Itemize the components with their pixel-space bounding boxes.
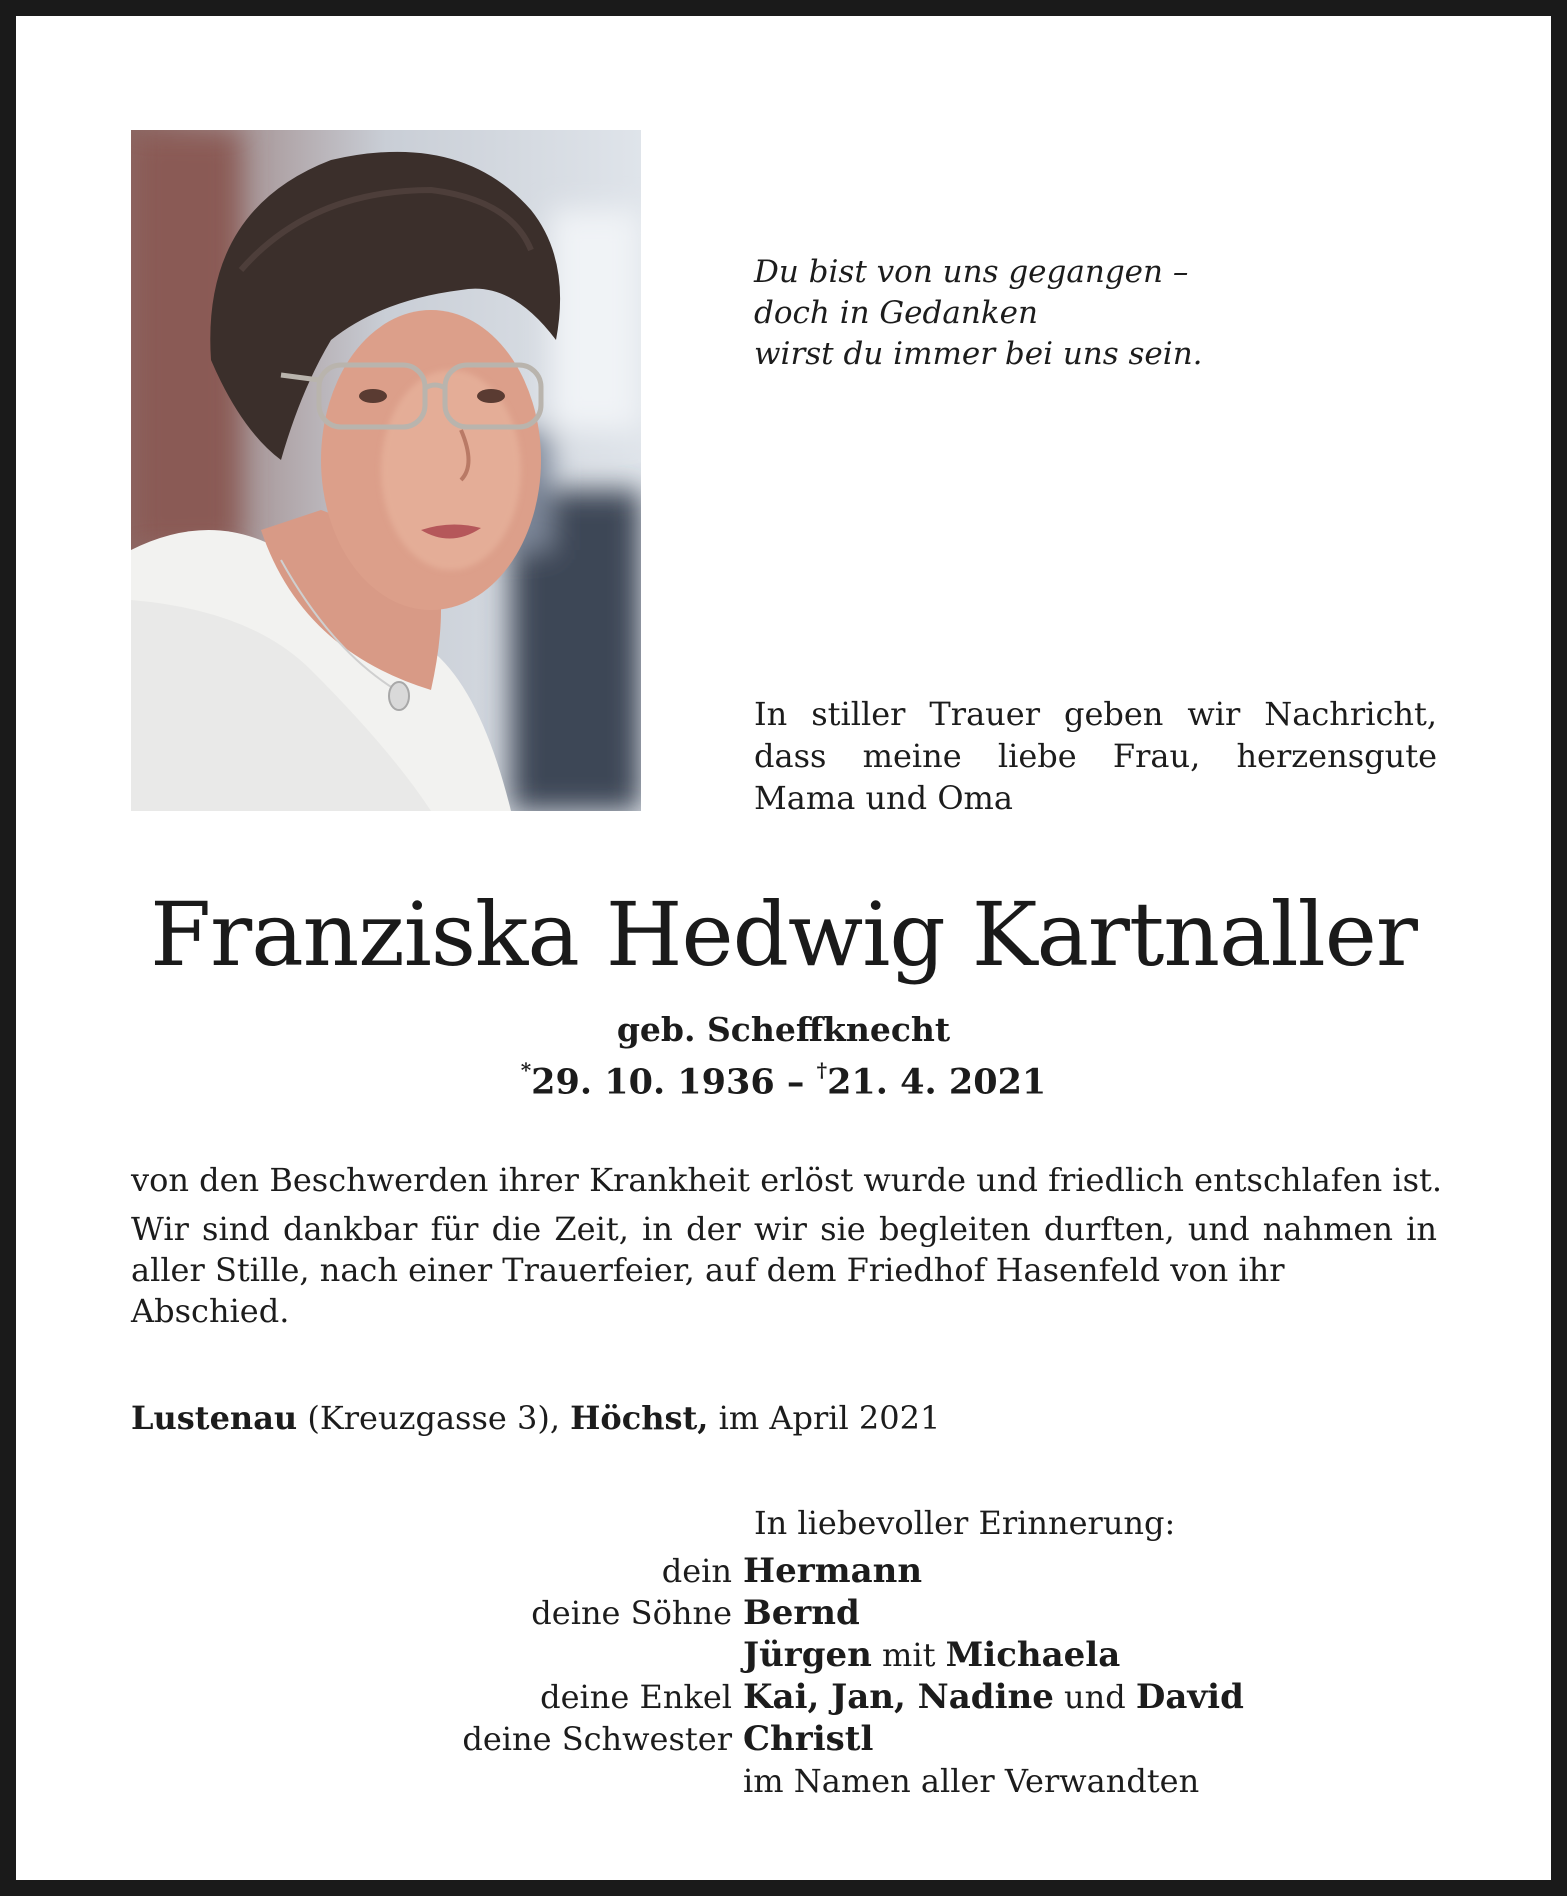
connector: und bbox=[1053, 1678, 1136, 1716]
relation: deine Schwester bbox=[462, 1720, 732, 1758]
mourner-row bbox=[300, 1592, 1300, 1634]
intro-line: dass meine liebe Frau, herzensgute bbox=[754, 737, 1437, 775]
mourners-list bbox=[300, 1550, 1300, 1802]
body-last-line: Abschied. bbox=[131, 1292, 290, 1330]
death-symbol: † bbox=[816, 1058, 828, 1082]
mourner-name: Christl bbox=[743, 1719, 874, 1759]
mourner-name: Jürgen bbox=[743, 1635, 872, 1675]
deceased-name: Franziska Hedwig Kartnaller bbox=[150, 883, 1417, 986]
birth-date: 29. 10. 1936 bbox=[531, 1061, 775, 1103]
relation: dein bbox=[661, 1552, 732, 1590]
portrait-photo bbox=[131, 130, 641, 811]
mourners-heading: In liebevoller Erinnerung: bbox=[754, 1504, 1176, 1542]
mourner-name: Kai, Jan, Nadine bbox=[743, 1677, 1054, 1717]
mourner-row bbox=[300, 1676, 1300, 1718]
mourner-row bbox=[300, 1760, 1300, 1802]
quote-line: wirst du immer bei uns sein. bbox=[754, 336, 1203, 372]
relation: deine Söhne bbox=[531, 1594, 732, 1632]
mourner-name: Hermann bbox=[743, 1551, 923, 1591]
quote-line: Du bist von uns gegangen – bbox=[754, 254, 1189, 290]
mourner-name: David bbox=[1135, 1677, 1244, 1717]
body-line: von den Beschwerden ihrer Krankheit erlöst wurde und friedlich entschlafen ist. bbox=[131, 1161, 1443, 1199]
memorial-quote bbox=[754, 252, 1254, 375]
relation bbox=[300, 1760, 743, 1802]
date-dash: – bbox=[774, 1061, 817, 1103]
intro-line: In stiller Trauer geben wir Nachricht, bbox=[754, 695, 1437, 733]
month-year: im April 2021 bbox=[708, 1399, 941, 1437]
relation: deine Enkel bbox=[540, 1678, 732, 1716]
closing-line: im Namen aller Verwandten bbox=[743, 1762, 1200, 1800]
body-paragraph: Wir sind dankbar für die Zeit, in der wir sie begleiten durften, und nahmen in aller Stille, nach einer Trauerfeier, auf dem Friedhof Hasenfeld von ihr bbox=[131, 1210, 1437, 1289]
mourner-row bbox=[300, 1634, 1300, 1676]
announcement-intro bbox=[754, 693, 1437, 819]
town-hoechst: Höchst, bbox=[570, 1399, 709, 1437]
mourner-row bbox=[300, 1550, 1300, 1592]
intro-line: Mama und Oma bbox=[754, 779, 1013, 817]
town-lustenau: Lustenau bbox=[131, 1399, 298, 1437]
death-date: 21. 4. 2021 bbox=[827, 1061, 1047, 1103]
connector: mit bbox=[871, 1636, 946, 1674]
address: (Kreuzgasse 3), bbox=[297, 1399, 571, 1437]
mourner-name: Michaela bbox=[945, 1635, 1121, 1675]
relation bbox=[300, 1634, 743, 1676]
birth-name: geb. Scheffknecht bbox=[616, 1010, 951, 1049]
mourner-name: Bernd bbox=[743, 1593, 860, 1633]
birth-symbol: * bbox=[520, 1058, 532, 1082]
life-dates bbox=[0, 1053, 1567, 1104]
obituary-body bbox=[131, 1160, 1443, 1332]
portrait-image bbox=[131, 130, 641, 811]
mourner-row bbox=[300, 1718, 1300, 1760]
quote-line: doch in Gedanken bbox=[754, 295, 1038, 331]
place-and-date bbox=[131, 1397, 940, 1439]
